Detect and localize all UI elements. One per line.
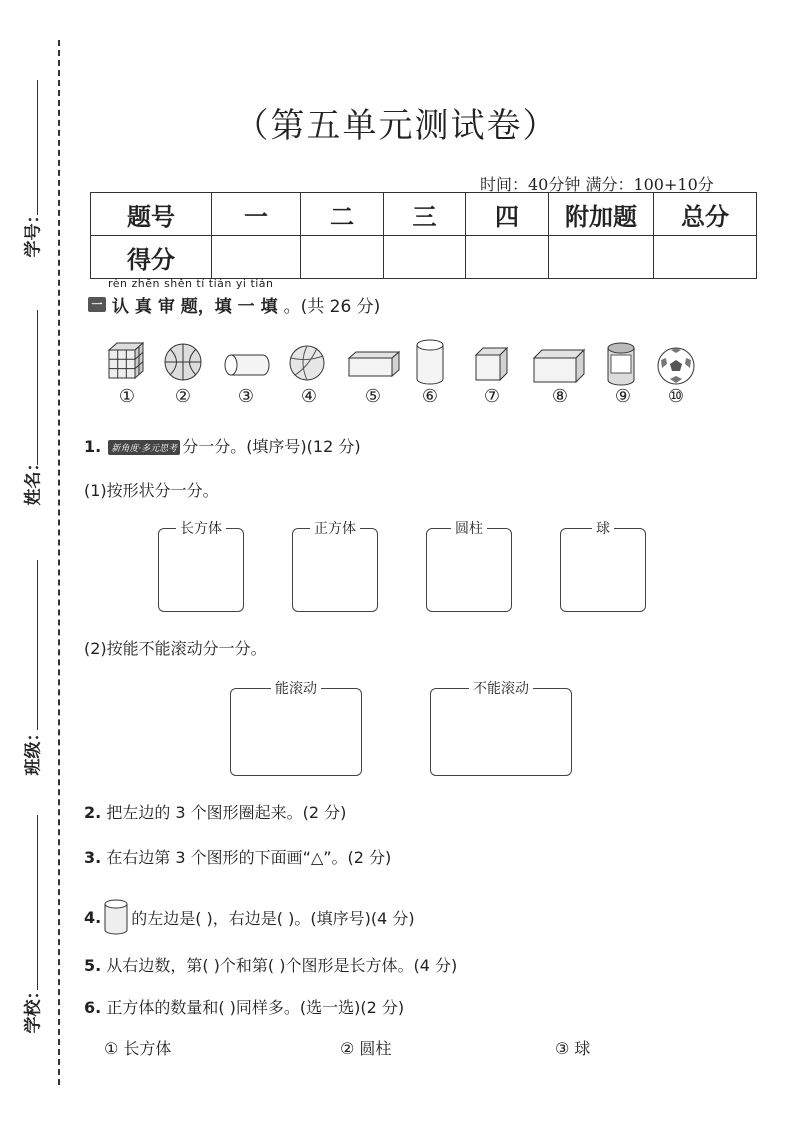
basketball-shape [163,342,203,382]
section-title: 认 真 审 题，填 一 填 [112,297,278,317]
shape-number-3: ③ [237,386,255,407]
name-label: 姓名： [23,454,44,506]
answer-box-can-roll[interactable] [230,681,362,776]
question-6 [84,995,404,1018]
cube-shape [474,346,510,382]
school-label: 学校： [23,982,44,1034]
header-cell: 附加题 [549,193,654,236]
question-number: 6. [84,998,102,1017]
score-cell[interactable] [654,236,757,279]
page-title: （第五单元测试卷） [234,106,559,146]
time-score-info: 时间：40分钟 满分：100+10分 [480,175,714,194]
question-4 [84,898,415,936]
class-label: 班级： [23,724,44,776]
question-number: 2. [84,803,102,822]
name-rule [37,310,38,465]
answer-box-cuboid[interactable] [158,521,244,612]
score-table-header-row [91,193,757,236]
question-1-part-1: (1)按形状分一分。 [84,481,219,500]
shape-number-10: ⑩ [667,386,685,407]
class-rule [37,560,38,730]
header-cell: 一 [212,193,301,236]
header-cell: 总分 [654,193,757,236]
score-cell[interactable] [301,236,384,279]
question-text: 把左边的 3 个图形圈起来。(2 分) [106,803,347,822]
new-angle-tag: 新角度·多元思考 [108,440,180,455]
volleyball-shape [287,344,327,382]
cylinder-icon [103,898,129,936]
box-label: 能滚动 [271,681,321,697]
school-rule [37,815,38,990]
question-text: 正方体的数量和( )同样多。(选一选)(2 分) [106,998,405,1017]
answer-box-cube[interactable] [292,521,378,612]
answer-box-cannot-roll[interactable] [430,681,572,776]
section-score-note: 。(共 26 分) [283,297,381,317]
student-no-label: 学号： [23,206,44,258]
header-cell: 四 [466,193,549,236]
section-pinyin: rèn zhēn shěn tí tián yi tián [108,277,274,290]
section-number-badge: 一 [88,297,106,312]
shape-number-7: ⑦ [483,386,501,407]
question-text: 的左边是( )，右边是( )。(填序号)(4 分) [131,908,415,928]
shape-number-8: ⑧ [551,386,569,407]
box-label: 圆柱 [451,521,487,537]
score-cell[interactable] [212,236,301,279]
shape-number-6: ⑥ [421,386,439,407]
cuboid-flat-shape [346,350,402,378]
question-5 [84,953,457,976]
question-number: 1. [84,437,102,456]
question-1-part-2: (2)按能不能滚动分一分。 [84,639,267,658]
option-sphere[interactable]: ③ 球 [555,1039,591,1058]
header-cell: 二 [301,193,384,236]
soccer-ball-shape [656,346,696,386]
shape-number-2: ② [174,386,192,407]
question-text: 分一分。(填序号)(12 分) [182,437,361,456]
box-label: 正方体 [310,521,360,537]
score-cell[interactable] [466,236,549,279]
question-1 [84,434,361,457]
shape-number-9: ⑨ [614,386,632,407]
score-table [90,192,757,279]
section-1-heading [88,292,380,317]
header-cell: 题号 [91,193,212,236]
cylinder-horizontal-shape [223,352,271,378]
question-3 [84,845,391,868]
question-text: 在右边第 3 个图形的下面画“△”。(2 分) [106,848,392,867]
answer-box-cylinder[interactable] [426,521,512,612]
can-shape [605,341,637,387]
question-number: 4. [84,907,102,927]
box-label: 长方体 [176,521,226,537]
binding-dashed-line [58,40,60,1085]
score-cell[interactable] [384,236,466,279]
answer-box-sphere[interactable] [560,521,646,612]
cuboid-shape [532,348,586,384]
box-label: 球 [592,521,614,537]
question-text: 从右边数，第( )个和第( )个图形是长方体。(4 分) [106,956,458,975]
question-2 [84,800,346,823]
score-cell[interactable] [549,236,654,279]
option-cuboid[interactable]: ① 长方体 [104,1039,172,1058]
score-row-label: 得分 [91,236,212,279]
cube-grid-shape [105,340,149,380]
shape-number-5: ⑤ [364,386,382,407]
question-number: 3. [84,848,102,867]
question-number: 5. [84,956,102,975]
score-table-score-row [91,236,757,279]
option-cylinder[interactable]: ② 圆柱 [340,1039,392,1058]
cylinder-upright-shape [414,338,446,386]
shape-number-4: ④ [300,386,318,407]
header-cell: 三 [384,193,466,236]
shape-number-1: ① [118,386,136,407]
box-label: 不能滚动 [469,681,533,697]
